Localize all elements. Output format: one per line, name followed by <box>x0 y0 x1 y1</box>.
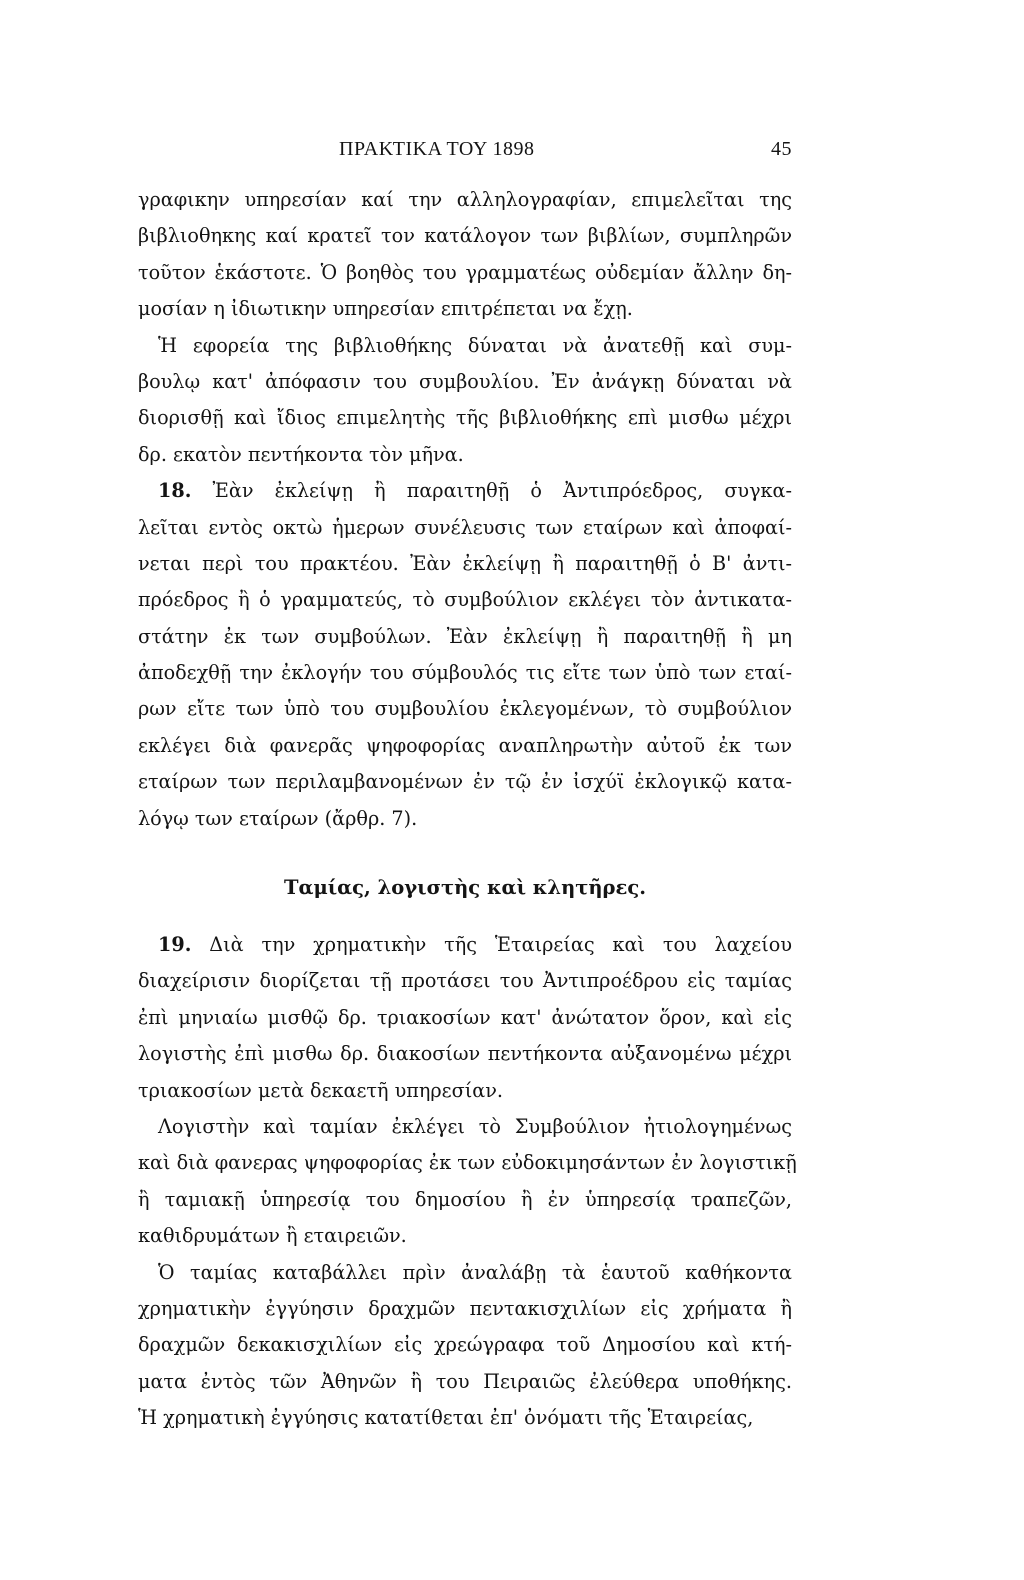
text-line: διορισθῇ καὶ ἴδιος επιμελητὴς τῆς βιβλιοθήκης επὶ μισθω μέχρι <box>138 406 792 430</box>
text-line: τριακοσίων μετὰ δεκαετῆ υπηρεσίαν. <box>138 1078 503 1102</box>
text-line: ἐπὶ μηνιαίω μισθῷ δρ. τριακοσίων κατ' ἀνώτατον ὅρον, καὶ εἰς <box>138 1005 792 1029</box>
section-heading: Ταμίας, λογιστὴς καὶ κλητῆρες. <box>283 876 647 900</box>
paragraph-18-first-line <box>138 473 792 509</box>
text-line: ρων εἴτε των ὑπὸ του συμβουλίου ἐκλεγομένων, τὸ συμβούλιον <box>138 697 792 721</box>
text-line: στάτην ἐκ των συμβούλων. Ἐὰν ἐκλείψῃ ἢ παραιτηθῇ ἢ μη <box>138 624 792 648</box>
body-text <box>138 182 797 1437</box>
text-line: εκλέγει διὰ φανερᾶς ψηφοφορίας αναπληρωτὴν αὐτοῦ ἐκ των <box>138 733 792 757</box>
running-head <box>0 138 1024 168</box>
text-line: λογιστὴς ἐπὶ μισθω δρ. διακοσίων πεντήκοντα αὐξανομένω μέχρι <box>138 1042 792 1066</box>
text-line: βουλῳ κατ' ἀπόφασιν του συμβουλίου. Ἐν ἀνάγκῃ δύναται νὰ <box>138 369 792 393</box>
text-line: μοσίαν η ἰδιωτικην υπηρεσίαν επιτρέπεται να ἔχῃ. <box>138 297 633 321</box>
page-number: 45 <box>771 138 792 160</box>
text-line: δρ. εκατὸν πεντήκοντα τὸν μῆνα. <box>138 442 464 466</box>
text-line: λόγῳ των εταίρων (ἄρθρ. 7). <box>138 806 418 830</box>
text-line: νεται περὶ του πρακτέου. Ἐὰν ἐκλείψῃ ἢ παραιτηθῇ ὁ Β' ἀντι- <box>138 551 792 575</box>
text-line: βιβλιοθηκης καί κρατεῖ τον κατάλογον των βιβλίων, συμπληρῶν <box>138 224 792 248</box>
text-line: χρηματικὴν ἐγγύησιν δραχμῶν πεντακισχιλίων εἰς χρήματα ἢ <box>138 1296 792 1320</box>
section-number-18: 18. <box>158 479 192 503</box>
running-title: ΠΡΑΚΤΙΚΑ ΤΟΥ 1898 <box>339 138 535 160</box>
text-line: γραφικην υπηρεσίαν καί την αλληλογραφίαν, επιμελεῖται της <box>138 188 792 211</box>
text-line: διαχείρισιν διορίζεται τῇ προτάσει του Ἀντιπροέδρου εἰς ταμίας <box>138 969 792 993</box>
text-line: Ὁ ταμίας καταβάλλει πρὶν ἀναλάβῃ τὰ ἑαυτοῦ καθήκοντα <box>158 1260 792 1284</box>
text-line: λεῖται εντὸς οκτὼ ἡμερων συνέλευσις των εταίρων καὶ ἀποφαί- <box>138 515 792 539</box>
text-line: Ἡ εφορεία της βιβλιοθήκης δύναται νὰ ἀνατεθῇ καὶ συμ- <box>158 333 792 357</box>
text-line: τοῦτον ἑκάστοτε. Ὁ βοηθὸς του γραμματέως οὐδεμίαν ἄλλην δη- <box>138 260 792 284</box>
text-line: καθιδρυμάτων ἢ εταιρειῶν. <box>138 1224 407 1248</box>
text-line: ματα ἐντὸς τῶν Ἀθηνῶν ἢ του Πειραιῶς ἐλεύθερα υποθήκης. <box>138 1369 792 1393</box>
text-line: εταίρων των περιλαμβανομένων ἐν τῷ ἐν ἰσχύϊ ἐκλογικῷ κατα- <box>138 770 792 794</box>
text-line: Διὰ την χρηματικὴν τῆς Ἑταιρείας καὶ του λαχείου <box>209 933 792 957</box>
section-number-19: 19. <box>158 933 192 957</box>
paragraph-19-first-line <box>138 927 792 963</box>
text-line: Ἐὰν ἐκλείψῃ ἢ παραιτηθῇ ὁ Ἀντιπρόεδρος, συγκα- <box>212 479 792 503</box>
text-line: δραχμῶν δεκακισχιλίων εἰς χρεώγραφα τοῦ Δημοσίου καὶ κτή- <box>138 1333 792 1357</box>
text-line: πρόεδρος ἢ ὁ γραμματεύς, τὸ συμβούλιον εκλέγει τὸν ἀντικατα- <box>138 588 792 612</box>
text-line: καὶ διὰ φανερας ψηφοφορίας ἐκ των εὐδοκιμησάντων ἐν λογιστικῇ <box>138 1151 797 1175</box>
text-line: Ἡ χρηματικὴ ἐγγύησις κατατίθεται ἐπ' ὀνόματι τῆς Ἑταιρείας, <box>138 1406 754 1430</box>
text-line: ἀποδεχθῇ την ἐκλογήν του σύμβουλός τις εἴτε των ὑπὸ των εταί- <box>138 661 792 685</box>
text-line: ἢ ταμιακῇ ὑπηρεσίᾳ του δημοσίου ἢ ἐν ὑπηρεσίᾳ τραπεζῶν, <box>138 1187 792 1211</box>
text-line: Λογιστὴν καὶ ταμίαν ἐκλέγει τὸ Συμβούλιον ἠτιολογημένως <box>158 1114 792 1138</box>
